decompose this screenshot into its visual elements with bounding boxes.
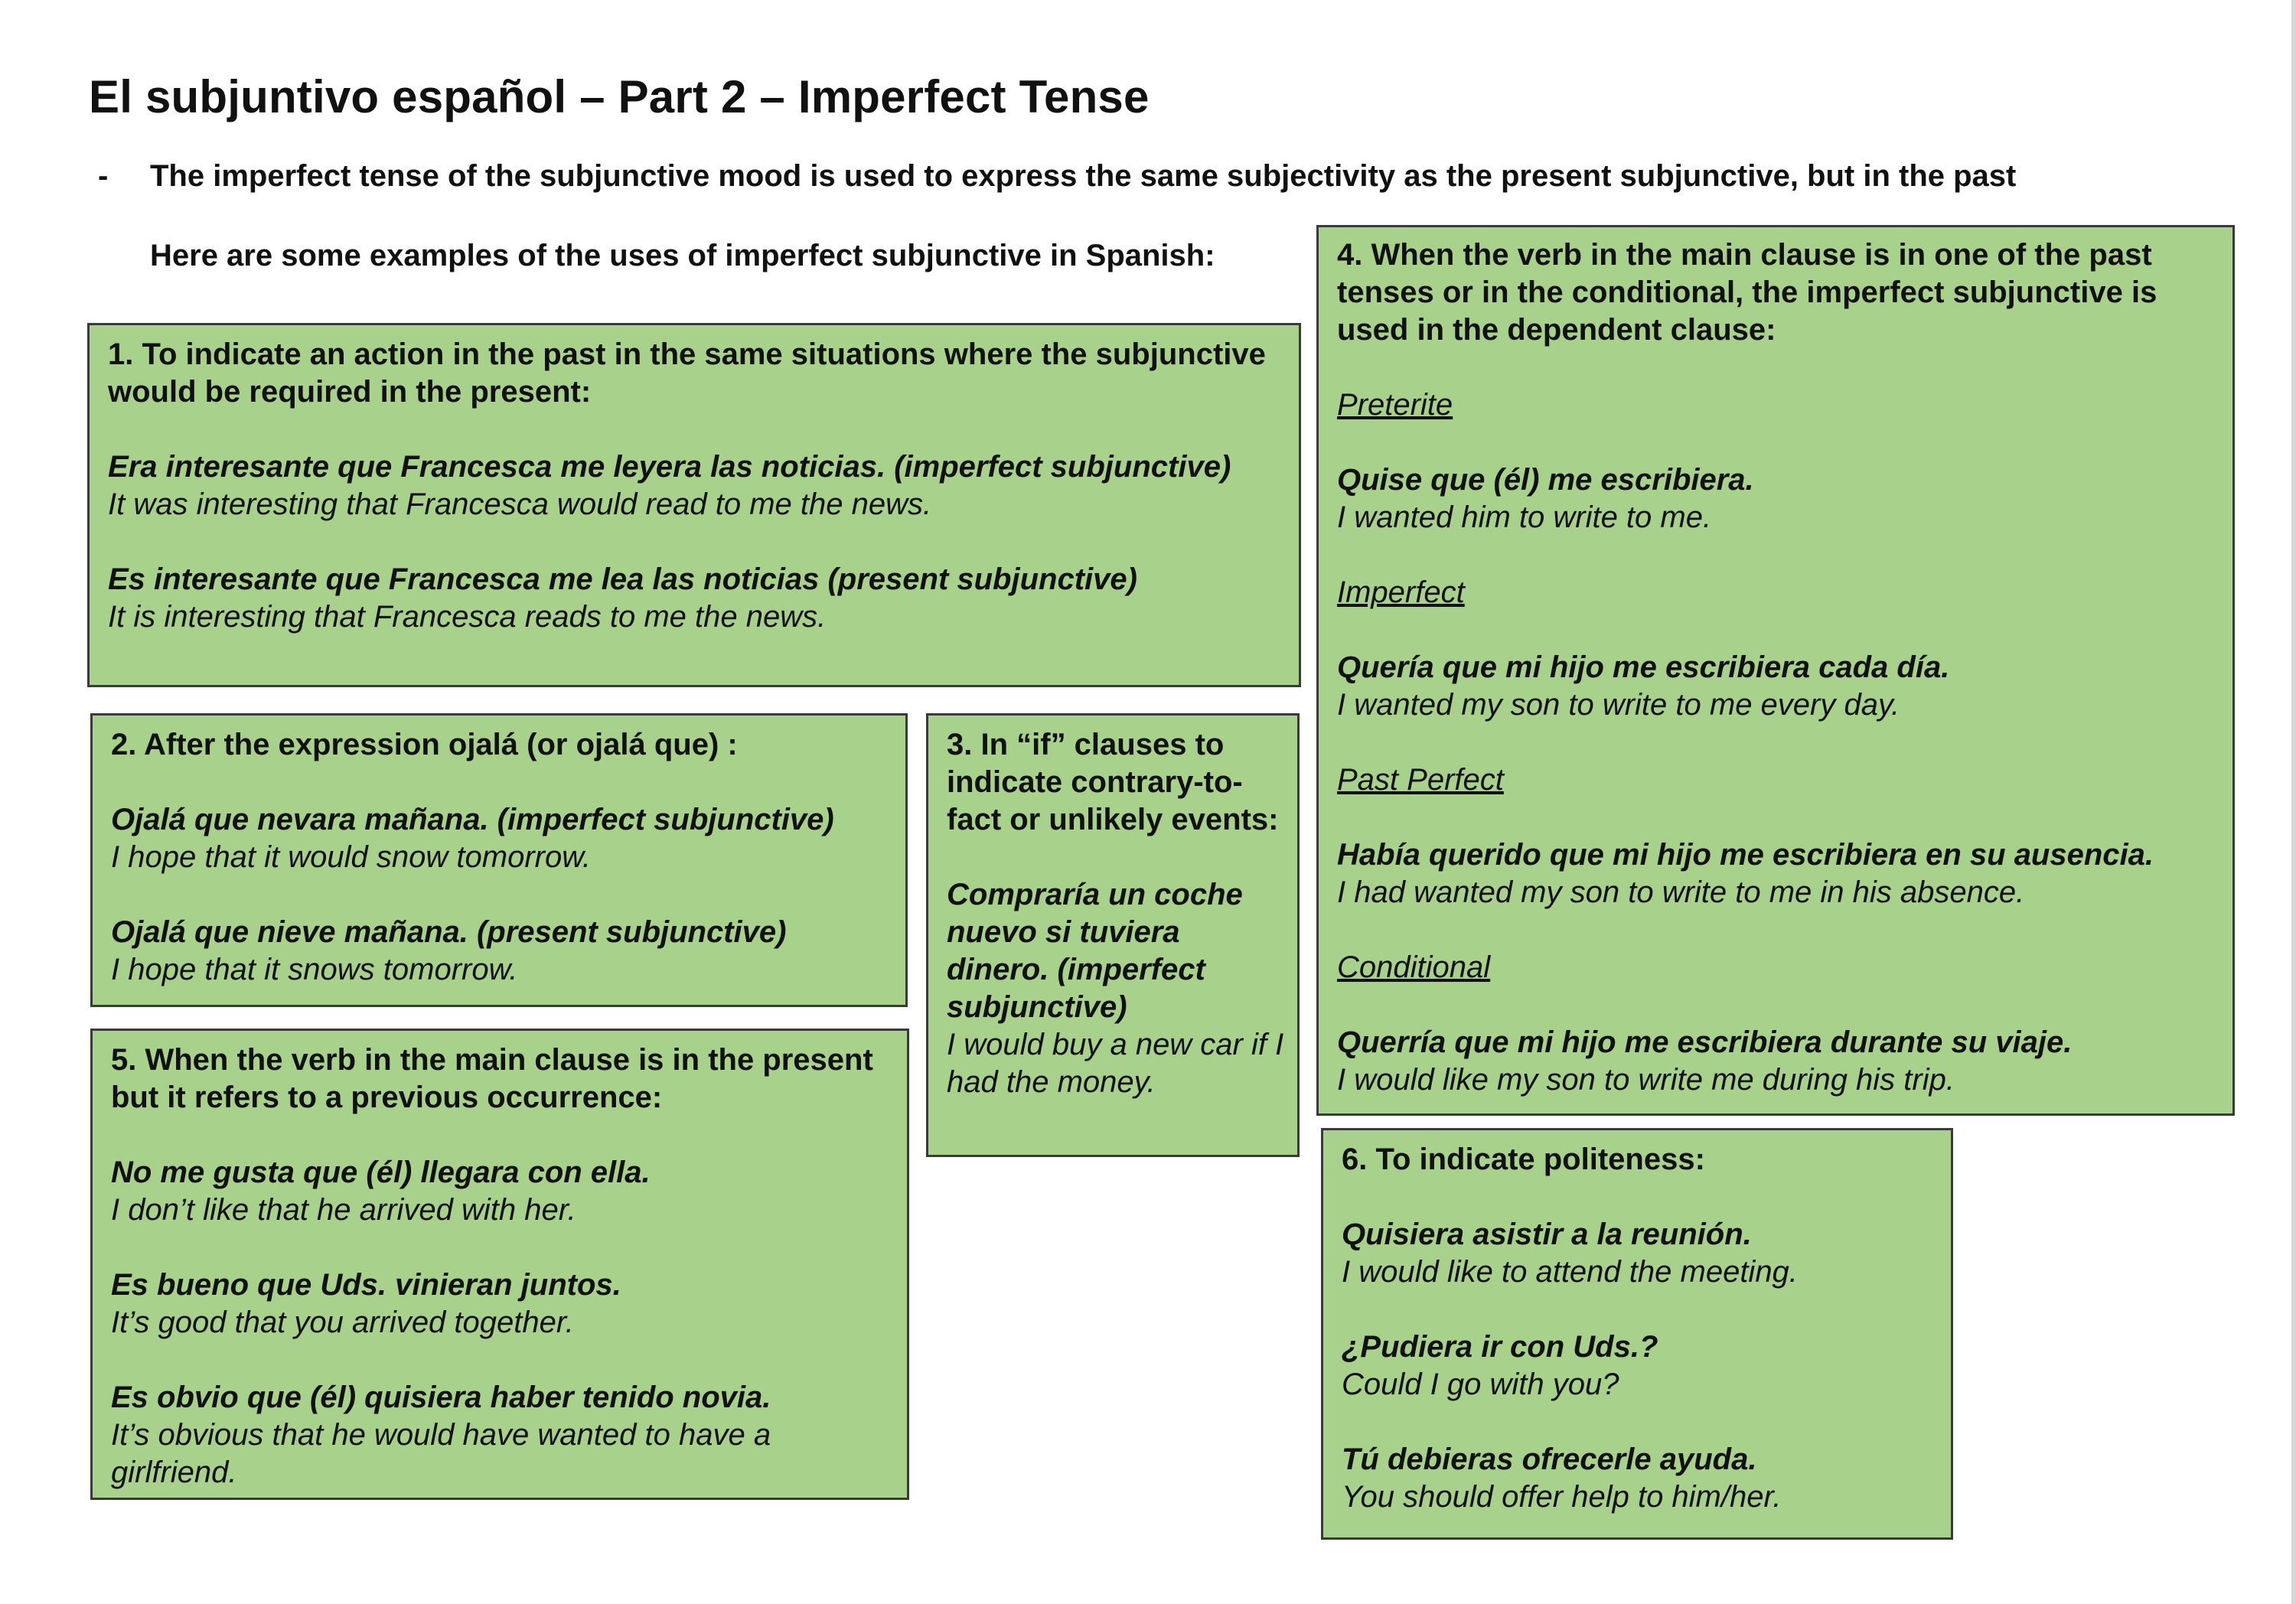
spanish-sentence: Ojalá que nevara mañana. (imperfect subjunctive) (111, 803, 834, 836)
example (1342, 1441, 1936, 1516)
tense-section (1337, 386, 2217, 536)
example (1342, 1216, 1936, 1291)
example (111, 914, 890, 989)
english-translation: I would like to attend the meeting. (1342, 1255, 1798, 1289)
example (111, 801, 890, 876)
tense-section (1337, 574, 2217, 724)
spanish-sentence: Es obvio que (él) quisiera haber tenido novia. (111, 1381, 771, 1414)
spanish-sentence: Había querido que mi hijo me escribiera en su ausencia. (1337, 838, 2154, 872)
usage-box-3 (926, 713, 1300, 1157)
page-title: El subjuntivo español – Part 2 – Imperfect Tense (89, 71, 1150, 122)
tense-label: Imperfect (1337, 575, 1465, 609)
bullet-text: The imperfect tense of the subjunctive mood is used to express the same subjectivity as the present subjunctive, but in the past (150, 159, 2017, 193)
box-heading: 5. When the verb in the main clause is in the present but it refers to a previous occurrence: (111, 1043, 873, 1114)
spanish-sentence: Querría que mi hijo me escribiera durante su viaje. (1337, 1025, 2073, 1059)
spanish-sentence: ¿Pudiera ir con Uds.? (1342, 1330, 1658, 1364)
intro-text: Here are some examples of the uses of imperfect subjunctive in Spanish: (150, 239, 1215, 272)
english-translation: You should offer help to him/her. (1342, 1480, 1782, 1514)
spanish-sentence: Ojalá que nieve mañana. (present subjunctive) (111, 915, 787, 949)
spanish-sentence: Tú debieras ofrecerle ayuda. (1342, 1443, 1757, 1476)
usage-box-5 (90, 1029, 909, 1500)
english-translation: I would buy a new car if I had the money. (947, 1028, 1284, 1099)
english-translation: Could I go with you? (1342, 1368, 1619, 1401)
example (108, 448, 1283, 523)
box-heading: 1. To indicate an action in the past in the same situations where the subjunctive would be required in the present: (108, 337, 1266, 409)
english-translation: It’s good that you arrived together. (111, 1306, 574, 1339)
example (111, 1267, 892, 1342)
spanish-sentence: Quise que (él) me escribiera. (1337, 463, 1754, 497)
english-translation: It’s obvious that he would have wanted to have a girlfriend. (111, 1418, 771, 1489)
example (111, 1379, 892, 1492)
tense-label: Conditional (1337, 950, 1491, 984)
box-heading: 3. In “if” clauses to indicate contrary-to-fact or unlikely events: (947, 728, 1279, 836)
spanish-sentence: Quisiera asistir a la reunión. (1342, 1218, 1752, 1251)
english-translation: It is interesting that Francesca reads to me the news. (108, 600, 827, 634)
spanish-sentence: Quería que mi hijo me escribiera cada día. (1337, 650, 1950, 684)
english-translation: I don’t like that he arrived with her. (111, 1193, 576, 1227)
spanish-sentence: Es bueno que Uds. vinieran juntos. (111, 1268, 621, 1302)
tense-section (1337, 761, 2217, 911)
english-translation: I had wanted my son to write to me in his absence. (1337, 875, 2025, 909)
usage-box-2 (90, 713, 908, 1007)
spanish-sentence: Es interesante que Francesca me lea las noticias (present subjunctive) (108, 562, 1137, 596)
example (1342, 1329, 1936, 1404)
example (947, 876, 1288, 1101)
spanish-sentence: Era interesante que Francesca me leyera las noticias. (imperfect subjunctive) (108, 450, 1231, 484)
box-heading: 6. To indicate politeness: (1342, 1143, 1705, 1176)
usage-box-1 (87, 323, 1301, 687)
box-heading: 4. When the verb in the main clause is in one of the past tenses or in the conditional, the imperfect subjunctive is used in the dependent clause: (1337, 238, 2157, 347)
spanish-sentence: Compraría un coche nuevo si tuviera dinero. (imperfect subjunctive) (947, 878, 1243, 1024)
english-translation: I hope that it would snow tomorrow. (111, 840, 591, 874)
bullet-dash: - (98, 159, 109, 193)
english-translation: I would like my son to write me during his trip. (1337, 1063, 1955, 1097)
usage-box-4 (1316, 225, 2235, 1116)
example (111, 1154, 892, 1229)
english-translation: I wanted my son to write to me every day. (1337, 688, 1900, 722)
example (108, 561, 1283, 636)
box-heading: 2. After the expression ojalá (or ojalá que) : (111, 728, 738, 761)
usage-box-6 (1321, 1128, 1953, 1540)
tense-label: Past Perfect (1337, 763, 1504, 797)
english-translation: I hope that it snows tomorrow. (111, 953, 518, 986)
english-translation: I wanted him to write to me. (1337, 500, 1712, 534)
tense-section (1337, 949, 2217, 1099)
english-translation: It was interesting that Francesca would read to me the news. (108, 487, 932, 521)
tense-label: Preterite (1337, 388, 1453, 422)
page-edge (2291, 0, 2296, 1604)
spanish-sentence: No me gusta que (él) llegara con ella. (111, 1156, 651, 1189)
